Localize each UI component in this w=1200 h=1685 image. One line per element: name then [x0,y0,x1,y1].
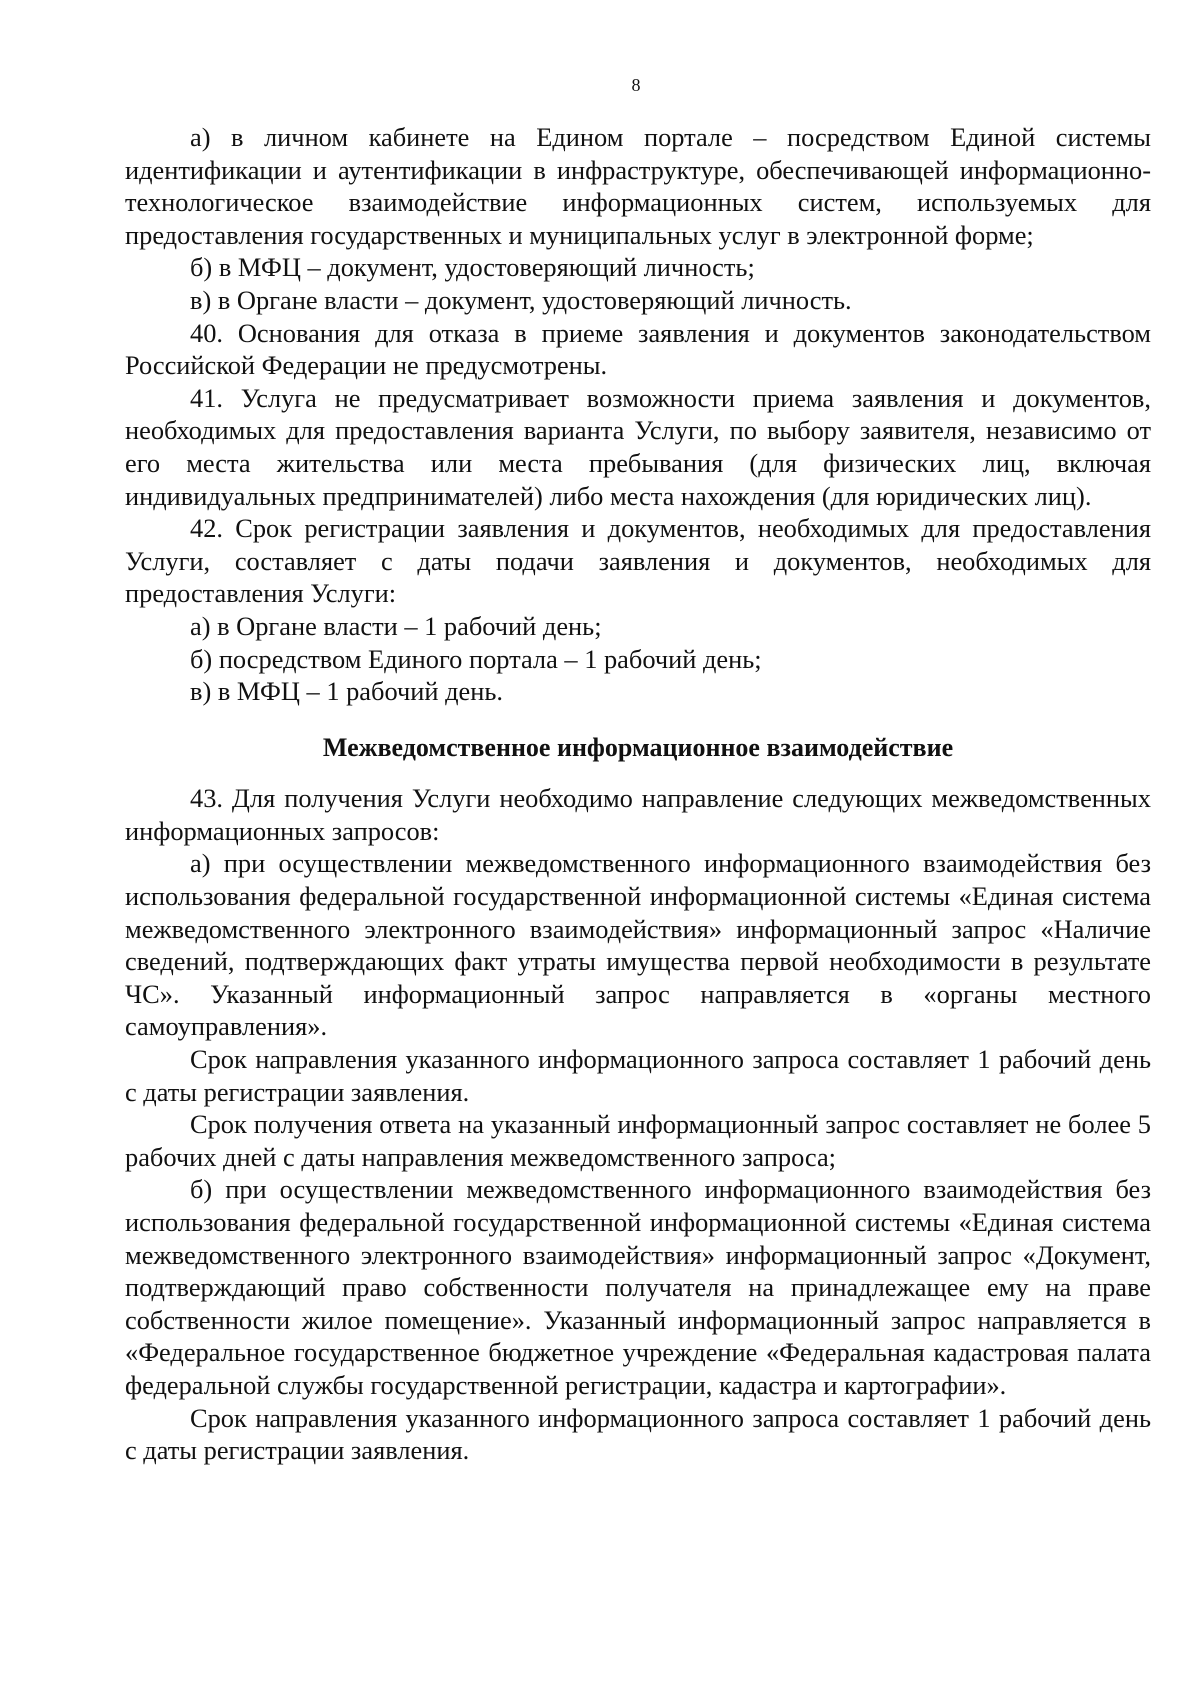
paragraph-43a-request-term: Срок направления указанного информационного запроса составляет 1 рабочий день с даты регистрации заявления. [125,1044,1151,1107]
paragraph-41: 41. Услуга не предусматривает возможности приема заявления и документов, необходимых для предоставления варианта Услуги, по выбору заявителя, независимо от его места жительства или места пребывания (для физических лиц, включая индивидуальных предпринимателей) либо места нахождения (для юридических лиц). [125,382,1151,511]
paragraph-3a: а) в личном кабинете на Едином портале – посредством Единой системы идентификации и аутентификации в инфраструктуре, обеспечивающей информационно-технологическое взаимодействие информационных систем, используемых для предоставления государственных и муниципальных услуг в электронной форме; [125,122,1151,250]
section-heading: Межведомственное информационное взаимодействие [322,732,954,762]
paragraph-42a: а) в Органе власти – 1 рабочий день; [190,610,602,641]
document-body [125,121,1151,1467]
paragraph-3c: в) в Органе власти – документ, удостоверяющий личность. [190,284,852,315]
paragraph-43: 43. Для получения Услуги необходимо направление следующих межведомственных информационных запросов: [125,783,1151,846]
paragraph-43b: б) при осуществлении межведомственного информационного взаимодействия без использования федеральной государственной информационной системы «Единая система межведомственного электронного взаимодействия» информационный запрос «Документ, подтверждающий право собственности получателя на принадлежащее ему на праве собственности жилое помещение». Указанный информационный запрос направляется в «Федеральное государственное бюджетное учреждение «Федеральная кадастровая палата федеральной службы государственной регистрации, кадастра и картографии». [125,1174,1151,1400]
paragraph-42: 42. Срок регистрации заявления и документов, необходимых для предоставления Услуги, составляет с даты подачи заявления и документов, необходимых для предоставления Услуги: [125,513,1151,609]
paragraph-42c: в) в МФЦ – 1 рабочий день. [190,676,503,707]
paragraph-43a: а) при осуществлении межведомственного информационного взаимодействия без использования федеральной государственной информационной системы «Единая система межведомственного электронного взаимодействия» информационный запрос «Наличие сведений, подтверждающих факт утраты имущества первой необходимости в результате ЧС». Указанный информационный запрос направляется в «органы местного самоуправления». [125,848,1151,1042]
paragraph-42b: б) посредством Единого портала – 1 рабочий день; [190,643,762,674]
paragraph-43a-response-term: Срок получения ответа на указанный информационный запрос составляет не более 5 рабочих дней с даты направления межведомственного запроса; [125,1109,1151,1172]
paragraph-3b: б) в МФЦ – документ, удостоверяющий личность; [190,252,755,283]
paragraph-40: 40. Основания для отказа в приеме заявления и документов законодательством Российской Федерации не предусмотрены. [125,317,1151,381]
page-number: 8 [631,75,641,95]
paragraph-43b-request-term: Срок направления указанного информационного запроса составляет 1 рабочий день с даты регистрации заявления. [125,1402,1151,1466]
